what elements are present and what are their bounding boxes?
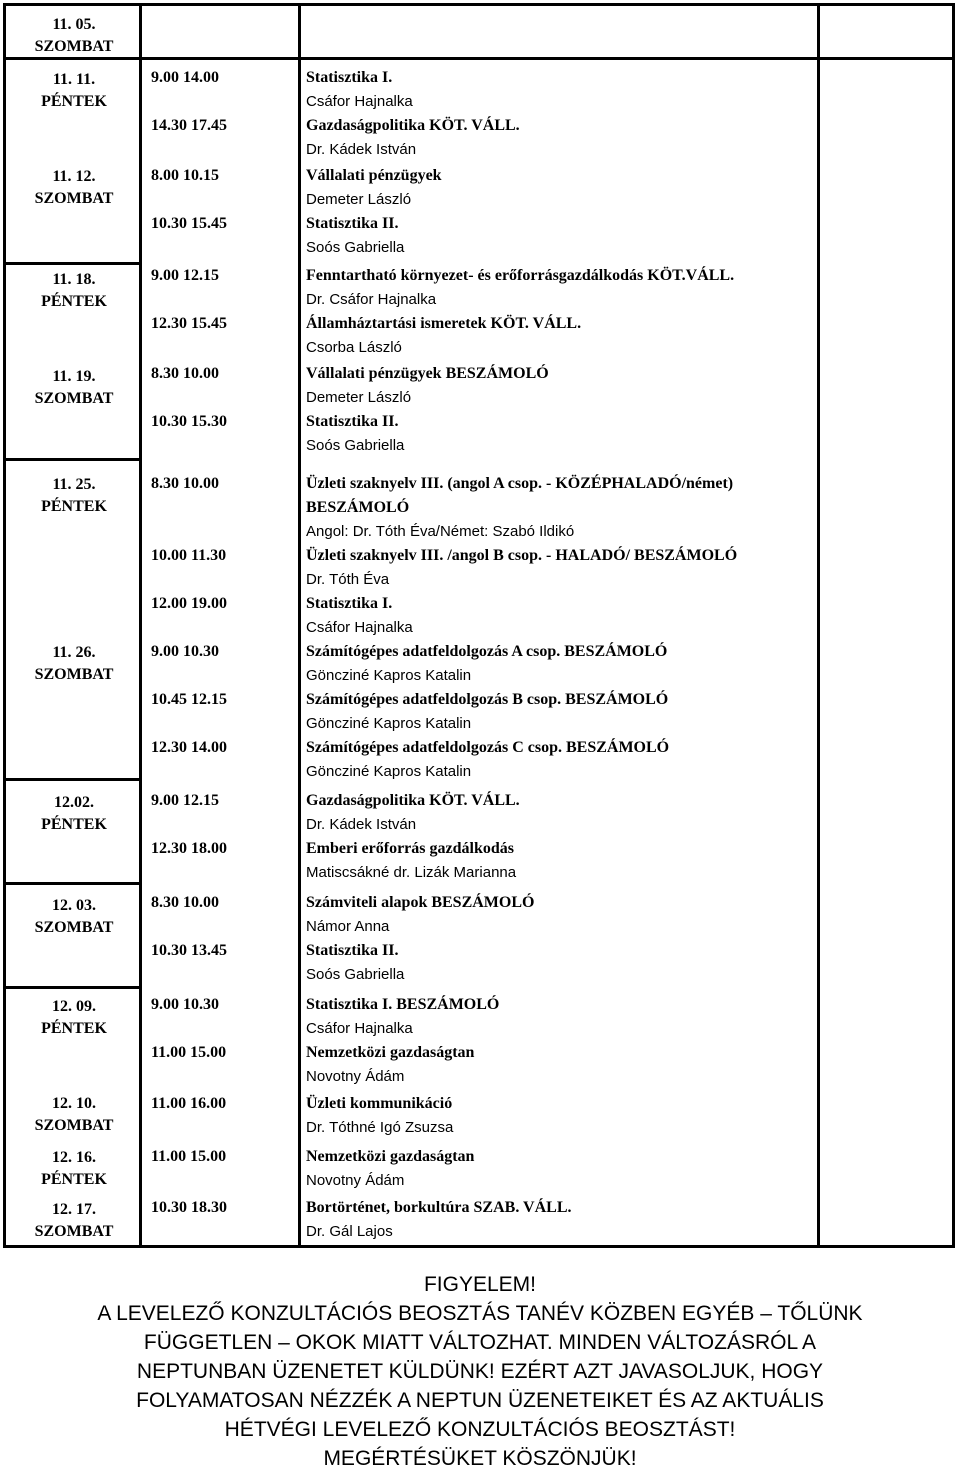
lecturer: Demeter László [306,389,412,406]
day-sessions [151,1145,811,1193]
lecturer: Demeter László [306,191,412,208]
lecturer: Csáfor Hajnalka [306,93,413,110]
day-sessions [151,789,811,885]
day-sessions [151,264,811,360]
lecturer: Angol: Dr. Tóth Éva/Német: Szabó Ildikó [306,523,575,540]
session-row: 12.30 18.00 Emberi erőforrás gazdálkodás [151,840,514,857]
day-label: 11. 12. SZOMBAT [34,168,114,207]
notice-line: FÜGGETLEN – OKOK MIATT VÁLTOZHAT. MINDEN VÁLTOZÁSRÓL A [143,1331,817,1354]
row-divider [6,778,142,781]
session-row: 12.30 14.00 Számítógépes adatfeldolgozás C csop. BESZÁMOLÓ [151,739,670,756]
notice [0,1270,960,1473]
day-label: 11. 18. PÉNTEK [41,271,107,310]
lecturer: Csáfor Hajnalka [306,619,413,636]
row-divider [6,262,142,265]
day-sessions [151,640,811,784]
session-row: 12.00 19.00 Statisztika I. [151,595,393,612]
column-divider [817,6,820,1245]
session-row: 10.45 12.15 Számítógépes adatfeldolgozás B csop. BESZÁMOLÓ [151,691,669,708]
day-label: 12. 09. PÉNTEK [41,998,107,1037]
session-row: 8.30 10.00 Üzleti szaknyelv III. (angol A csop. - KÖZÉPHALADÓ/német) [151,475,734,492]
day-sessions [151,66,811,162]
lecturer: Dr. Kádek István [306,816,417,833]
session-row: 9.00 12.15 Fenntartható környezet- és erőforrásgazdálkodás KÖT.VÁLL. [151,267,735,284]
day-sessions [151,164,811,260]
day-label: 12. 10. SZOMBAT [34,1095,114,1134]
notice-line: NEPTUNBAN ÜZENETET KÜLDÜNK! EZÉRT AZT JAVASOLJUK, HOGY [136,1360,824,1383]
session-row: 14.30 17.45 Gazdaságpolitika KÖT. VÁLL. [151,117,520,134]
lecturer: Soós Gabriella [306,239,405,256]
lecturer: Matiscsákné dr. Lizák Marianna [306,864,517,881]
notice-line: MEGÉRTÉSÜKET KÖSZÖNJÜK! [323,1447,637,1470]
session-row: 8.30 10.00 Számviteli alapok BESZÁMOLÓ [151,894,535,911]
notice-line: FOLYAMATOSAN NÉZZÉK A NEPTUN ÜZENETEIKET ÉS AZ AKTUÁLIS [136,1389,824,1412]
day-sessions [151,362,811,458]
day-sessions [151,1092,811,1140]
session-row: 11.00 16.00 Üzleti kommunikáció [151,1095,453,1112]
lecturer: Dr. Tóthné Igó Zsuzsa [306,1119,454,1136]
day-sessions [151,472,811,640]
day-label: 12. 17. SZOMBAT [34,1201,114,1240]
day-label: 12. 03. SZOMBAT [34,897,114,936]
lecturer: Göncziné Kapros Katalin [306,715,472,732]
lecturer: Csáfor Hajnalka [306,1020,413,1037]
session-row: 9.00 12.15 Gazdaságpolitika KÖT. VÁLL. [151,792,520,809]
notice-line: A LEVELEZŐ KONZULTÁCIÓS BEOSZTÁS TANÉV KÖZBEN EGYÉB – TŐLÜNK [97,1302,863,1325]
session-row: 8.00 10.15 Vállalati pénzügyek [151,167,442,184]
day-label: 12. 16. PÉNTEK [41,1149,107,1188]
session-row: 11.00 15.00 Nemzetközi gazdaságtan [151,1148,475,1165]
lecturer: Göncziné Kapros Katalin [306,667,472,684]
lecturer: Csorba László [306,339,402,356]
session-row: 10.30 15.30 Statisztika II. [151,413,399,430]
notice-line: HÉTVÉGI LEVELEZŐ KONZULTÁCIÓS BEOSZTÁST! [224,1418,736,1441]
day-label: 11. 26. SZOMBAT [34,644,114,683]
session-row: 9.00 10.30 Statisztika I. BESZÁMOLÓ [151,996,500,1013]
lecturer: Göncziné Kapros Katalin [306,763,472,780]
session-row: 9.00 14.00 Statisztika I. [151,69,393,86]
day-sessions [151,1196,811,1244]
day-sessions [151,993,811,1089]
session-title-continued: BESZÁMOLÓ [306,499,410,516]
session-row: 10.30 18.30 Bortörténet, borkultúra SZAB. VÁLL. [151,1199,572,1216]
session-row: 11.00 15.00 Nemzetközi gazdaságtan [151,1044,475,1061]
session-row: 10.00 11.30 Üzleti szaknyelv III. /angol B csop. - HALADÓ/ BESZÁMOLÓ [151,547,738,564]
lecturer: Soós Gabriella [306,437,405,454]
notice-heading: FIGYELEM! [423,1273,537,1296]
session-row: 10.30 13.45 Statisztika II. [151,942,399,959]
day-label: 11. 11. PÉNTEK [41,71,107,110]
day-label: 11. 05. SZOMBAT [34,16,114,55]
lecturer: Novotny Ádám [306,1068,405,1085]
lecturer: Dr. Tóth Éva [306,571,390,588]
row-divider [6,986,142,989]
day-label: 11. 19. SZOMBAT [34,368,114,407]
lecturer: Námor Anna [306,918,390,935]
lecturer: Soós Gabriella [306,966,405,983]
day-label: 12.02. PÉNTEK [41,794,107,833]
row-divider [6,882,142,885]
session-row: 9.00 10.30 Számítógépes adatfeldolgozás A csop. BESZÁMOLÓ [151,643,668,660]
schedule-table [3,3,955,1248]
lecturer: Novotny Ádám [306,1172,405,1189]
day-label: 11. 25. PÉNTEK [41,476,107,515]
session-row: 10.30 15.45 Statisztika II. [151,215,399,232]
session-row: 8.30 10.00 Vállalati pénzügyek BESZÁMOLÓ [151,365,549,382]
session-row: 12.30 15.45 Államháztartási ismeretek KÖT. VÁLL. [151,315,582,332]
lecturer: Dr. Kádek István [306,141,417,158]
lecturer: Dr. Gál Lajos [306,1223,393,1240]
row-divider [6,458,142,461]
day-sessions [151,891,811,987]
row-divider [6,57,952,60]
lecturer: Dr. Csáfor Hajnalka [306,291,437,308]
